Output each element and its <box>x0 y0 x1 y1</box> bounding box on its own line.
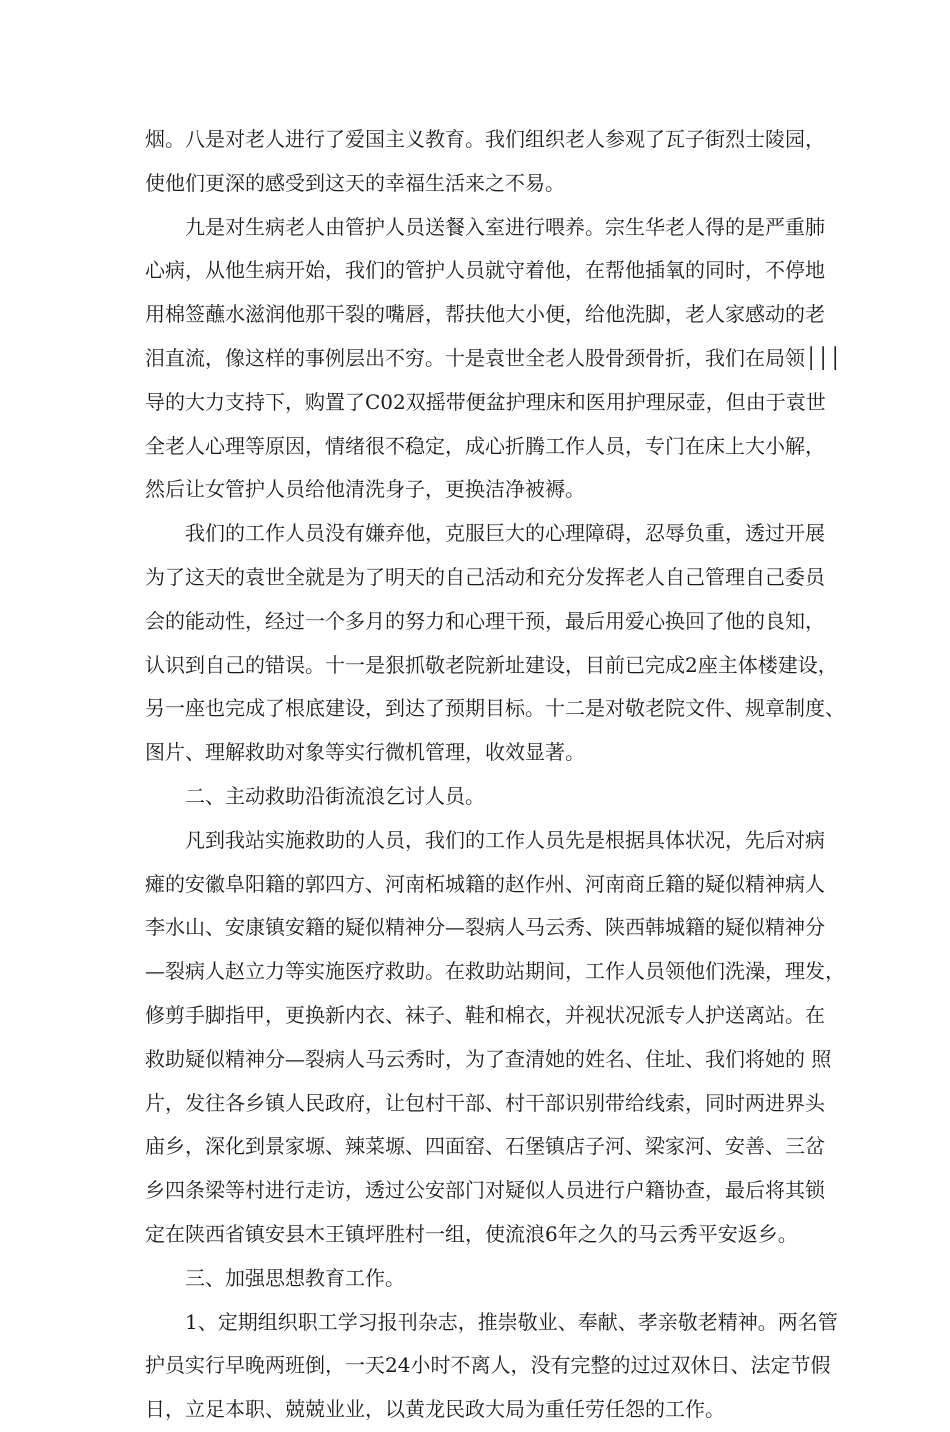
text-line: 认识到自己的错误。十一是狠抓敬老院新址建设，目前已完成2座主体楼建设， <box>145 652 838 677</box>
text-line: 瘫的安徽阜阳籍的郭四方、河南柘城籍的赵作州、河南商丘籍的疑似精神病人 <box>145 871 825 896</box>
text-line: 救助疑似精神分—裂病人马云秀时，为了查清她的姓名、住址、我们将她的 照 <box>145 1046 832 1071</box>
paragraph-start-line: 凡到我站实施救助的人员，我们的工作人员先是根据具体状况，先后对病 <box>185 827 825 852</box>
paragraph-start-line: 1、定期组织职工学习报刊杂志，推崇敬业、奉献、孝亲敬老精神。两名管 <box>185 1309 838 1334</box>
text-line: 导的大力支持下，购置了C02双摇带便盆护理床和医用护理尿壶，但由于袁世 <box>145 389 826 414</box>
text-line: 庙乡，深化到景家塬、辣菜塬、四面窑、石堡镇店子河、梁家河、安善、三岔 <box>145 1134 825 1159</box>
text-line: 护员实行早晚两班倒，一天24小时不离人，没有完整的过过双休日、法定节假 <box>145 1353 831 1378</box>
text-line: 用棉签蘸水滋润他那干裂的嘴唇，帮扶他大小便，给他洗脚，老人家感动的老 <box>145 302 825 327</box>
text-line: 图片、理解救助对象等实行微机管理，收效显著。 <box>145 740 585 765</box>
text-line: 片，发往各乡镇人民政府，让包村干部、村干部识别带给线索，同时两进界头 <box>145 1090 825 1115</box>
text-line: 为了这天的袁世全就是为了明天的自己活动和充分发挥老人自己管理自己委员 <box>145 564 825 589</box>
text-line: —裂病人赵立力等实施医疗救助。在救助站期间，工作人员领他们洗澡，理发， <box>145 959 845 984</box>
text-line: 乡四条梁等村进行走访，透过公安部门对疑似人员进行户籍协查，最后将其锁 <box>145 1178 825 1203</box>
text-line: 心病，从他生病开始，我们的管护人员就守着他，在帮他插氧的同时，不停地 <box>145 258 825 283</box>
paragraph-start-line: 我们的工作人员没有嫌弃他，克服巨大的心理障碍，忍辱负重，透过开展 <box>185 521 825 546</box>
paragraph-start-line: 九是对生病老人由管护人员送餐入室进行喂养。宗生华老人得的是严重肺 <box>185 214 825 239</box>
text-line: 使他们更深的感受到这天的幸福生活来之不易。 <box>145 170 565 195</box>
text-line: 定在陕西省镇安县木王镇坪胜村一组，使流浪6年之久的马云秀平安返乡。 <box>145 1221 798 1246</box>
text-line: 日，立足本职、兢兢业业，以黄龙民政大局为重任劳任怨的工作。 <box>145 1397 725 1422</box>
text-line: 修剪手脚指甲，更换新内衣、袜子、鞋和棉衣，并视状况派专人护送离站。在 <box>145 1002 825 1027</box>
text-line: 会的能动性，经过一个多月的努力和心理干预，最后用爱心换回了他的良知， <box>145 608 825 633</box>
text-line: 李水山、安康镇安籍的疑似精神分—裂病人马云秀、陕西韩城籍的疑似精神分 <box>145 915 825 940</box>
document-body <box>145 118 845 1432</box>
text-line: 然后让女管护人员给他清洗身子，更换洁净被褥。 <box>145 477 585 502</box>
text-line: 烟。八是对老人进行了爱国主义教育。我们组织老人参观了瓦子街烈士陵园， <box>145 127 825 151</box>
text-line: 泪直流，像这样的事例层出不穷。十是袁世全老人股骨颈骨折，我们在局领│││ <box>145 345 842 370</box>
text-line: 另一座也完成了根底建设，到达了预期目标。十二是对敬老院文件、规章制度、 <box>145 696 845 721</box>
section-heading: 三、加强思想教育工作。 <box>185 1265 405 1290</box>
section-heading: 二、主动救助沿街流浪乞讨人员。 <box>185 783 485 808</box>
text-line: 全老人心理等原因，情绪很不稳定，成心折腾工作人员，专门在床上大小解， <box>145 433 825 458</box>
